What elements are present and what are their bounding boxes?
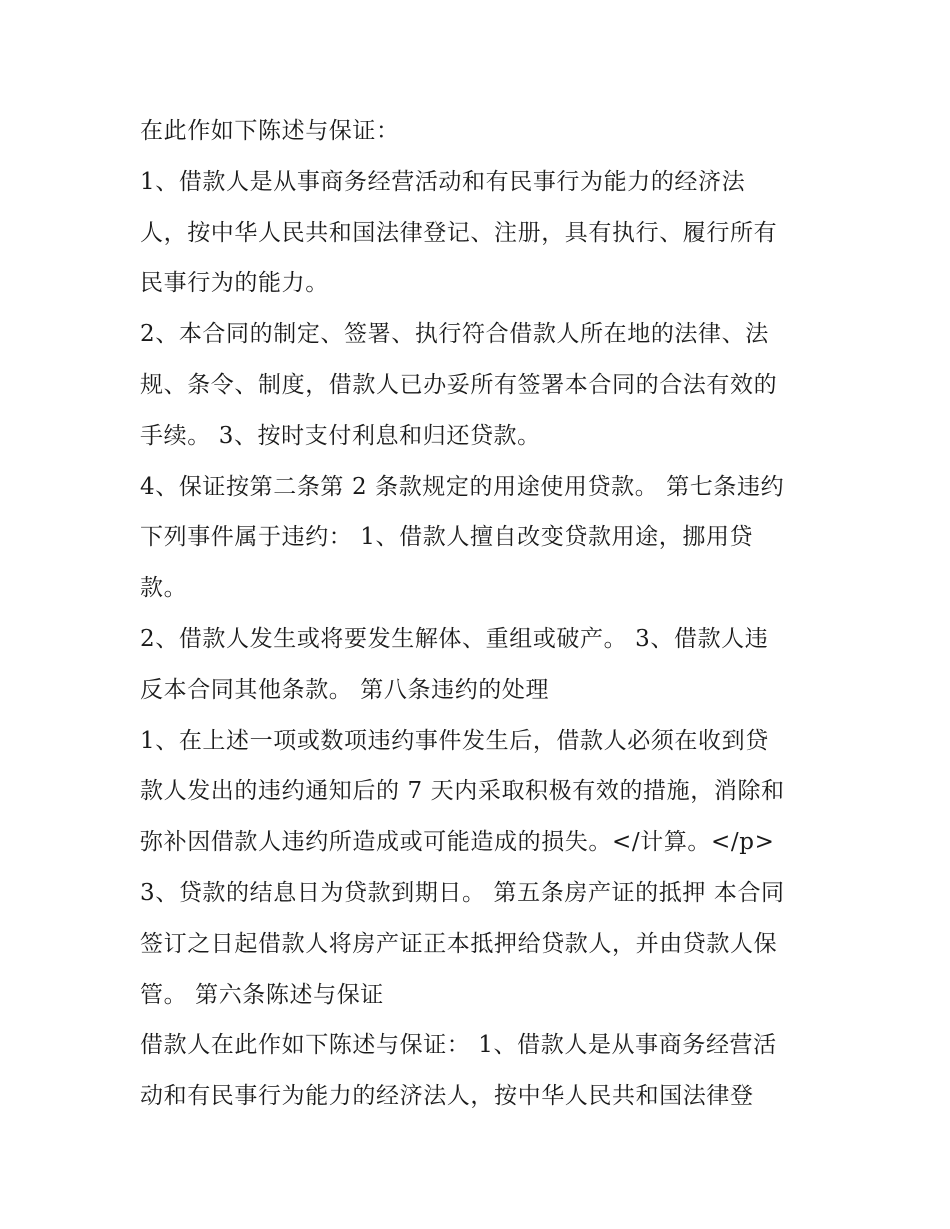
text-line: 2、本合同的制定、签署、执行符合借款人所在地的法律、法 [140, 321, 769, 348]
text-line: 2、借款人发生或将要发生解体、重组或破产。 3、借款人违 [140, 625, 769, 652]
text-line: 借款人在此作如下陈述与保证： 1、借款人是从事商务经营活 [140, 1032, 777, 1059]
text-line: 下列事件属于违约： 1、借款人擅自改变贷款用途，挪用贷 [140, 524, 754, 551]
text-line: 动和有民事行为能力的经济法人，按中华人民共和国法律登 [140, 1083, 754, 1110]
text-line: 手续。 3、按时支付利息和归还贷款。 [140, 422, 541, 449]
text-line: 签订之日起借款人将房产证正本抵押给贷款人，并由贷款人保 [140, 930, 778, 957]
text-line: 3、贷款的结息日为贷款到期日。 第五条房产证的抵押 本合同 [140, 879, 785, 906]
text-line: 在此作如下陈述与保证： [140, 118, 400, 144]
text-line: 4、保证按第二条第 2 条款规定的用途使用贷款。 第七条违约 [140, 473, 785, 500]
text-line: 规、条令、制度，借款人已办妥所有签署本合同的合法有效的 [140, 371, 778, 398]
text-line: 反本合同其他条款。 第八条违约的处理 [140, 676, 550, 703]
text-line: 管。 第六条陈述与保证 [140, 981, 384, 1008]
document-body [140, 106, 820, 1122]
text-line: 民事行为的能力。 [140, 270, 329, 297]
text-line: 款。 [140, 575, 188, 602]
text-line: 弥补因借款人违约所造成或可能造成的损失。</计算。</p> [140, 829, 775, 856]
text-line: 1、在上述一项或数项违约事件发生后，借款人必须在收到贷 [140, 727, 769, 754]
text-line: 款人发出的违约通知后的 7 天内采取积极有效的措施，消除和 [140, 778, 785, 805]
text-line: 人，按中华人民共和国法律登记、注册，具有执行、履行所有 [140, 219, 778, 246]
text-line: 1、借款人是从事商务经营活动和有民事行为能力的经济法 [140, 168, 746, 195]
